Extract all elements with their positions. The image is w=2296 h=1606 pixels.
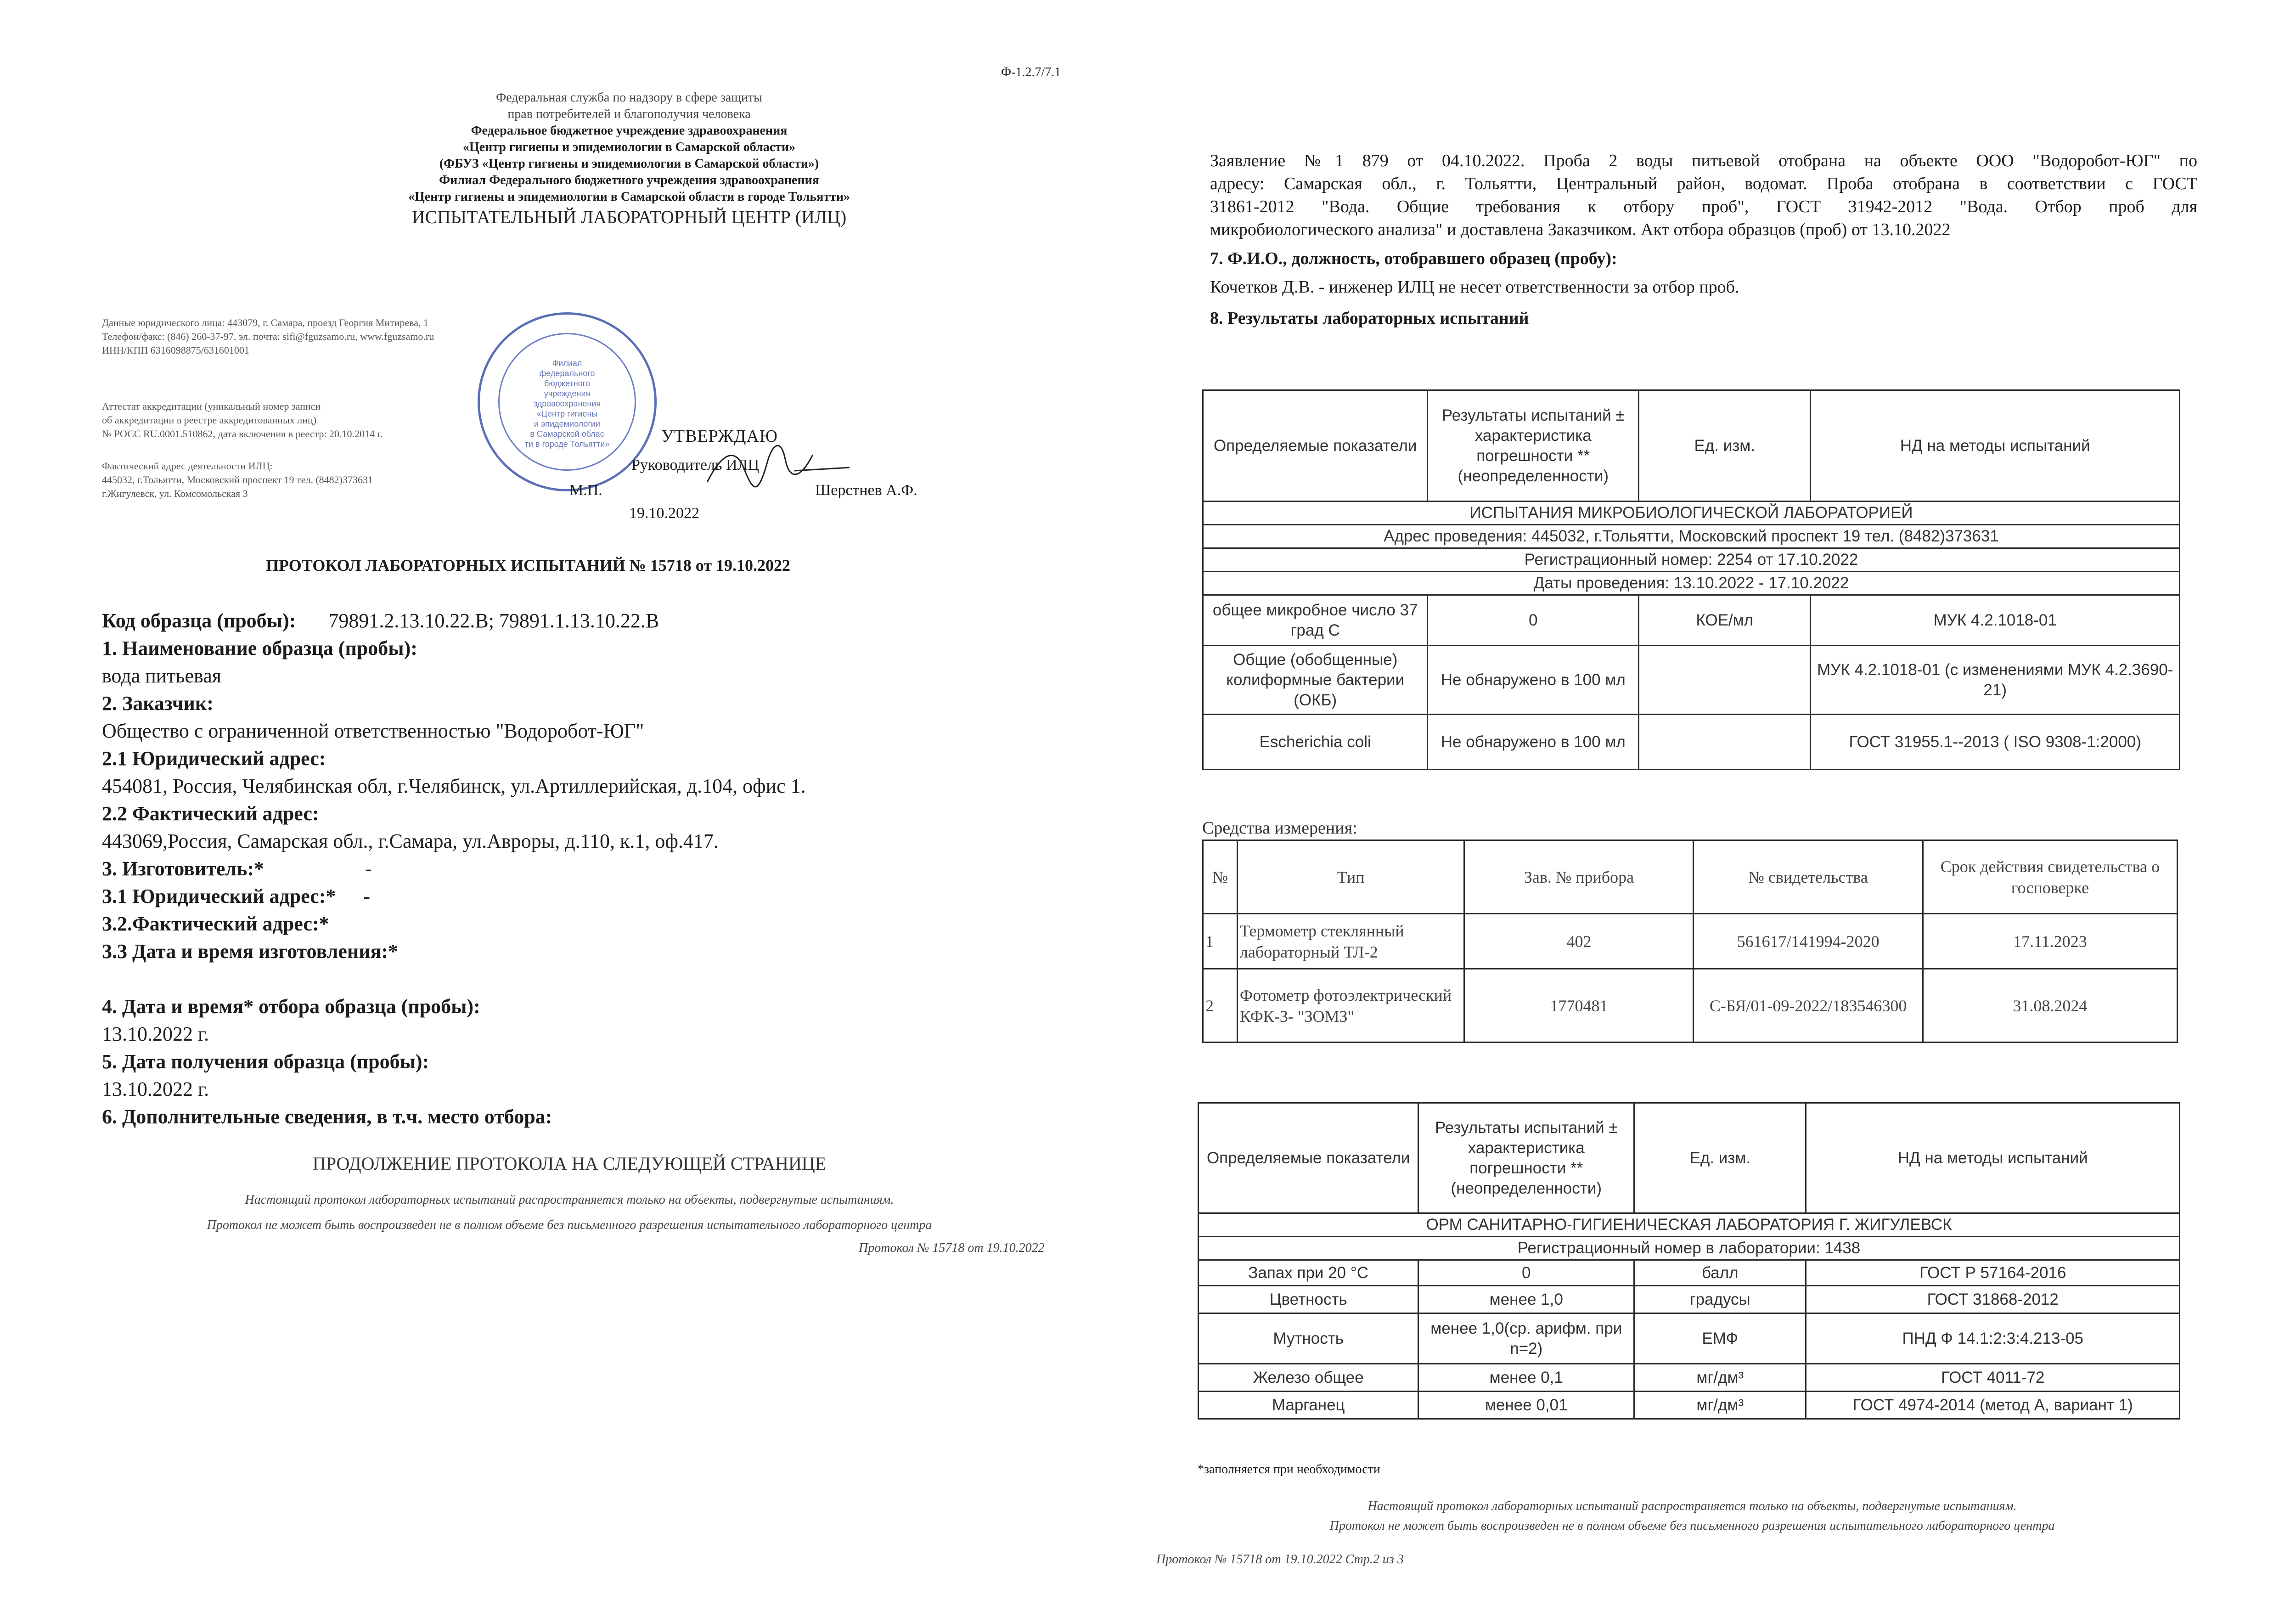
protocol-page-3 bbox=[2287, 0, 2296, 1606]
maker-label: 3.1 Юридический адрес:* bbox=[102, 885, 336, 907]
requisites-line: ИНН/КПП 6316098875/631601001 bbox=[102, 344, 249, 356]
header-line: Федеральное бюджетное учреждение здравоохранения bbox=[471, 124, 788, 138]
table-row bbox=[1203, 715, 2180, 770]
measuring-instruments-table bbox=[1202, 840, 2178, 1043]
maker-row bbox=[102, 910, 1112, 938]
section-row bbox=[1199, 1237, 2180, 1260]
header-line: «Центр гигиены и эпидемиологии в Самарской области в городе Тольятти» bbox=[408, 190, 850, 204]
seal-line: и эпидемиологии bbox=[534, 419, 600, 428]
item-label: 2.1 Юридический адрес: bbox=[102, 747, 326, 770]
seal-line: Филиал федерального bbox=[539, 359, 595, 378]
item-value: Общество с ограниченной ответственностью "Водоробот-ЮГ" bbox=[102, 720, 644, 742]
table-cell bbox=[1639, 715, 1811, 770]
seal-line: бюджетного учреждения bbox=[544, 379, 591, 398]
header-line: (ФБУЗ «Центр гигиены и эпидемиологии в Самарской области») bbox=[439, 157, 819, 171]
statement-line: 31861-2012 "Вода. Общие требования к отбору проб", ГОСТ 31942-2012 "Вода. Отбор проб для bbox=[1210, 197, 2197, 216]
table-cell: менее 0,1 bbox=[1418, 1364, 1634, 1392]
table-row bbox=[1199, 1286, 2180, 1313]
requisites bbox=[102, 316, 434, 357]
section-dates: Даты проведения: 13.10.2022 - 17.10.2022 bbox=[1203, 572, 2180, 595]
protocol-title: ПРОТОКОЛ ЛАБОРАТОРНЫХ ИСПЫТАНИЙ № 15718 от 19.10.2022 bbox=[266, 556, 790, 575]
protocol-page-1 bbox=[0, 0, 1139, 1606]
table-row bbox=[1203, 969, 2178, 1042]
actual-address-block bbox=[102, 459, 373, 501]
table-cell: градусы bbox=[1634, 1286, 1806, 1313]
footer-disclaimer: Протокол не может быть воспроизведен не в полном объеме без письменного разрешения испытательного лабораторного центра bbox=[1329, 1519, 2055, 1533]
column-header: Определяемые показатели bbox=[1199, 1103, 1418, 1213]
column-header: Ед. изм. bbox=[1634, 1103, 1806, 1213]
table-cell: 0 bbox=[1418, 1260, 1634, 1286]
protocol-body bbox=[102, 607, 1112, 1131]
maker-label: 3.2.Фактический адрес:* bbox=[102, 913, 329, 935]
section-row bbox=[1203, 502, 2180, 525]
section-address: Адрес проведения: 445032, г.Тольятти, Московский проспект 19 тел. (8482)373631 bbox=[1203, 525, 2180, 548]
item-value: 454081, Россия, Челябинская обл, г.Челябинск, ул.Артиллерийская, д.104, офис 1. bbox=[102, 775, 806, 797]
approve-word: УТВЕРЖДАЮ bbox=[661, 427, 778, 446]
table-cell: мг/дм³ bbox=[1634, 1392, 1806, 1419]
requisites-line: Телефон/факс: (846) 260-37-97, эл. почта: sifi@fguzsamo.ru, www.fguzsamo.ru bbox=[102, 331, 434, 342]
table-cell: Фотометр фотоэлектрический КФК-3- "ЗОМЗ" bbox=[1237, 969, 1464, 1042]
accreditation-line: об аккредитации в реестре аккредитованных лиц) bbox=[102, 414, 317, 426]
footer-disclaimer: Настоящий протокол лабораторных испытаний распространяется только на объекты, подвергнутые испытаниям. bbox=[245, 1193, 894, 1207]
table-cell: МУК 4.2.1018-01 bbox=[1811, 595, 2180, 646]
table-header-row bbox=[1199, 1103, 2180, 1213]
table-cell: Марганец bbox=[1199, 1392, 1418, 1419]
approve-mp: М.П. bbox=[569, 482, 602, 499]
table-cell: С-БЯ/01-09-2022/183546300 bbox=[1694, 969, 1923, 1042]
item-label: 6. Дополнительные сведения, в т.ч. место отбора: bbox=[102, 1105, 552, 1128]
item8-label: 8. Результаты лабораторных испытаний bbox=[1210, 309, 1529, 328]
measuring-means-label: Средства измерения: bbox=[1202, 818, 1357, 838]
form-code: Ф-1.2.7/7.1 bbox=[1001, 65, 1061, 79]
table-cell: менее 1,0(ср. арифм. при n=2) bbox=[1418, 1313, 1634, 1364]
table-cell: 0 bbox=[1428, 595, 1639, 646]
table-cell: балл bbox=[1634, 1260, 1806, 1286]
section-row bbox=[1203, 572, 2180, 595]
column-header: Ед. изм. bbox=[1639, 390, 1811, 502]
column-header: Определяемые показатели bbox=[1203, 390, 1428, 502]
section-reg-number: Регистрационный номер: 2254 от 17.10.2022 bbox=[1203, 548, 2180, 572]
header-line: Филиал Федерального бюджетного учреждения здравоохранения bbox=[439, 173, 819, 187]
section-title: ОРМ САНИТАРНО-ГИГИЕНИЧЕСКАЯ ЛАБОРАТОРИЯ Г. ЖИГУЛЕВСК bbox=[1199, 1213, 2180, 1237]
table-cell: Железо общее bbox=[1199, 1364, 1418, 1392]
approve-date: 19.10.2022 bbox=[629, 505, 699, 522]
header-line: Федеральная служба по надзору в сфере защиты bbox=[496, 90, 762, 105]
accreditation-line: Аттестат аккредитации (уникальный номер записи bbox=[102, 400, 321, 412]
table-cell: ЕМФ bbox=[1634, 1313, 1806, 1364]
table-row bbox=[1199, 1364, 2180, 1392]
table-cell: 2 bbox=[1203, 969, 1238, 1042]
sample-code-row bbox=[102, 607, 1112, 635]
seal-text bbox=[523, 358, 611, 449]
maker-row bbox=[102, 855, 1112, 883]
table-cell: Не обнаружено в 100 мл bbox=[1428, 646, 1639, 715]
table-cell: Цветность bbox=[1199, 1286, 1418, 1313]
table-cell: ГОСТ 31868-2012 bbox=[1806, 1286, 2180, 1313]
actual-address-line: г.Жигулевск, ул. Комсомольская 3 bbox=[102, 488, 248, 499]
column-header: № bbox=[1203, 840, 1238, 914]
table-row bbox=[1199, 1392, 2180, 1419]
item-label: 4. Дата и время* отбора образца (пробы): bbox=[102, 995, 480, 1018]
sample-code-label: Код образца (пробы): bbox=[102, 609, 296, 632]
table-cell: Общие (обобщенные) колиформные бактерии (ОКБ) bbox=[1203, 646, 1428, 715]
section-row bbox=[1203, 548, 2180, 572]
column-header: Результаты испытаний ± характеристика погрешности **(неопределенности) bbox=[1428, 390, 1639, 502]
lab-header bbox=[312, 90, 946, 229]
table-cell: менее 1,0 bbox=[1418, 1286, 1634, 1313]
microbiology-results-table bbox=[1202, 389, 2180, 770]
table-cell: 1770481 bbox=[1464, 969, 1694, 1042]
maker-row bbox=[102, 938, 1112, 965]
sanitary-results-table bbox=[1198, 1102, 2180, 1420]
actual-address-line: 445032, г.Тольятти, Московский проспект 19 тел. (8482)373631 bbox=[102, 474, 373, 485]
statement-line: адресу: Самарская обл., г. Тольятти, Центральный район, водомат. Проба отобрана в соответствии с ГОСТ bbox=[1210, 174, 2197, 193]
seal-line: ти в городе Тольятти» bbox=[524, 440, 610, 449]
header-line: прав потребителей и благополучия человека bbox=[507, 107, 751, 121]
table-cell: ПНД Ф 14.1:2:3:4.213-05 bbox=[1806, 1313, 2180, 1364]
column-header: НД на методы испытаний bbox=[1806, 1103, 2180, 1213]
footnote: *заполняется при необходимости bbox=[1198, 1462, 1380, 1476]
footer-disclaimer: Настоящий протокол лабораторных испытаний распространяется только на объекты, подвергнутые испытаниям. bbox=[1367, 1499, 2017, 1513]
sample-code-value: 79891.2.13.10.22.В; 79891.1.13.10.22.В bbox=[328, 609, 659, 632]
seal-line: здравоохранения bbox=[533, 399, 601, 408]
maker-label: 3. Изготовитель:* bbox=[102, 857, 264, 880]
item-value: 13.10.2022 г. bbox=[102, 1023, 209, 1045]
header-line: «Центр гигиены и эпидемиологии в Самарской области» bbox=[462, 140, 796, 154]
table-cell: МУК 4.2.1018-01 (с изменениями МУК 4.2.3690-21) bbox=[1811, 646, 2180, 715]
column-header: НД на методы испытаний bbox=[1811, 390, 2180, 502]
section-row bbox=[1199, 1213, 2180, 1237]
column-header: Зав. № прибора bbox=[1464, 840, 1694, 914]
table-cell: ГОСТ 4011-72 bbox=[1806, 1364, 2180, 1392]
maker-value: - bbox=[365, 857, 372, 880]
table-row bbox=[1203, 646, 2180, 715]
table-cell: Мутность bbox=[1199, 1313, 1418, 1364]
table-header-row bbox=[1203, 840, 2178, 914]
footer-disclaimer: Протокол не может быть воспроизведен не в полном объеме без письменного разрешения испытательного лабораторного центра bbox=[207, 1218, 932, 1232]
item-label: 1. Наименование образца (пробы): bbox=[102, 637, 417, 659]
item-label: 2.2 Фактический адрес: bbox=[102, 802, 319, 825]
table-row bbox=[1199, 1260, 2180, 1286]
table-row bbox=[1199, 1313, 2180, 1364]
item-label: 2. Заказчик: bbox=[102, 692, 214, 715]
seal-line: в Самарской облас bbox=[530, 429, 604, 439]
maker-label: 3.3 Дата и время изготовления:* bbox=[102, 940, 399, 963]
table-row bbox=[1203, 914, 2178, 969]
spacer bbox=[102, 965, 1112, 993]
continuation-note: ПРОДОЛЖЕНИЕ ПРОТОКОЛА НА СЛЕДУЮЩЕЙ СТРАНИЦЕ bbox=[312, 1153, 827, 1174]
table-cell: ГОСТ Р 57164-2016 bbox=[1806, 1260, 2180, 1286]
footer-page-ref: Протокол № 15718 от 19.10.2022 Стр.2 из 3 bbox=[1156, 1552, 1404, 1567]
statement-line: Заявление №1 879 от 04.10.2022. Проба 2 воды питьевой отобрана на объекте ООО "Водоробот-ЮГ" по bbox=[1210, 151, 2197, 170]
actual-address-line: Фактический адрес деятельности ИЛЦ: bbox=[102, 460, 273, 472]
accreditation bbox=[102, 400, 383, 441]
table-cell: 561617/141994-2020 bbox=[1694, 914, 1923, 969]
approve-role: Руководитель ИЛЦ bbox=[631, 456, 760, 473]
accreditation-line: № РОСС RU.0001.510862, дата включения в реестр: 20.10.2014 г. bbox=[102, 428, 383, 440]
column-header: Срок действия свидетельства о госповерке bbox=[1923, 840, 2177, 914]
table-header-row bbox=[1203, 390, 2180, 502]
item-label: 5. Дата получения образца (пробы): bbox=[102, 1050, 429, 1073]
organization-seal bbox=[478, 312, 657, 491]
table-cell: 17.11.2023 bbox=[1923, 914, 2177, 969]
protocol-page-2 bbox=[1139, 0, 2287, 1606]
table-cell: ГОСТ 31955.1--2013 ( ISO 9308-1:2000) bbox=[1811, 715, 2180, 770]
table-row bbox=[1203, 595, 2180, 646]
header-line: ИСПЫТАТЕЛЬНЫЙ ЛАБОРАТОРНЫЙ ЦЕНТР (ИЛЦ) bbox=[411, 207, 847, 227]
item7-value: Кочетков Д.В. - инженер ИЛЦ не несет ответственности за отбор проб. bbox=[1210, 277, 1739, 297]
column-header: Результаты испытаний ± характеристика погрешности **(неопределенности) bbox=[1418, 1103, 1634, 1213]
table-cell: ГОСТ 4974-2014 (метод А, вариант 1) bbox=[1806, 1392, 2180, 1419]
footer-page-ref: Протокол № 15718 от 19.10.2022 bbox=[859, 1241, 1045, 1255]
item-value: вода питьевая bbox=[102, 665, 222, 687]
item-value: 13.10.2022 г. bbox=[102, 1078, 209, 1100]
seal-line: «Центр гигиены bbox=[536, 409, 598, 418]
sampling-statement bbox=[1210, 149, 2197, 241]
section-title: ИСПЫТАНИЯ МИКРОБИОЛОГИЧЕСКОЙ ЛАБОРАТОРИЕЙ bbox=[1203, 502, 2180, 525]
table-cell: мг/дм³ bbox=[1634, 1364, 1806, 1392]
table-cell bbox=[1639, 646, 1811, 715]
table-cell: 1 bbox=[1203, 914, 1238, 969]
maker-value: - bbox=[363, 885, 371, 907]
requisites-line: Данные юридического лица: 443079, г. Самара, проезд Георгия Митирева, 1 bbox=[102, 317, 429, 328]
table-cell: общее микробное число 37 град С bbox=[1203, 595, 1428, 646]
column-header: № свидетельства bbox=[1694, 840, 1923, 914]
table-cell: 31.08.2024 bbox=[1923, 969, 2177, 1042]
item7-label: 7. Ф.И.О., должность, отобравшего образец (пробу): bbox=[1210, 249, 1617, 268]
item-value: 443069,Россия, Самарская обл., г.Самара, ул.Авроры, д.110, к.1, оф.417. bbox=[102, 830, 719, 852]
table-cell: Термометр стеклянный лабораторный ТЛ-2 bbox=[1237, 914, 1464, 969]
column-header: Тип bbox=[1237, 840, 1464, 914]
table-cell: КОЕ/мл bbox=[1639, 595, 1811, 646]
statement-line: микробиологического анализа" и доставлена Заказчиком. Акт отбора образцов (проб) от 13.10.2022 bbox=[1210, 220, 1951, 239]
table-cell: 402 bbox=[1464, 914, 1694, 969]
section-reg-number: Регистрационный номер в лаборатории: 1438 bbox=[1199, 1237, 2180, 1260]
approve-signer: Шерстнев А.Ф. bbox=[815, 482, 917, 499]
table-cell: менее 0,01 bbox=[1418, 1392, 1634, 1419]
maker-row bbox=[102, 883, 1112, 910]
table-cell: Запах при 20 °С bbox=[1199, 1260, 1418, 1286]
section-row bbox=[1203, 525, 2180, 548]
table-cell: Не обнаружено в 100 мл bbox=[1428, 715, 1639, 770]
table-cell: Escherichia coli bbox=[1203, 715, 1428, 770]
